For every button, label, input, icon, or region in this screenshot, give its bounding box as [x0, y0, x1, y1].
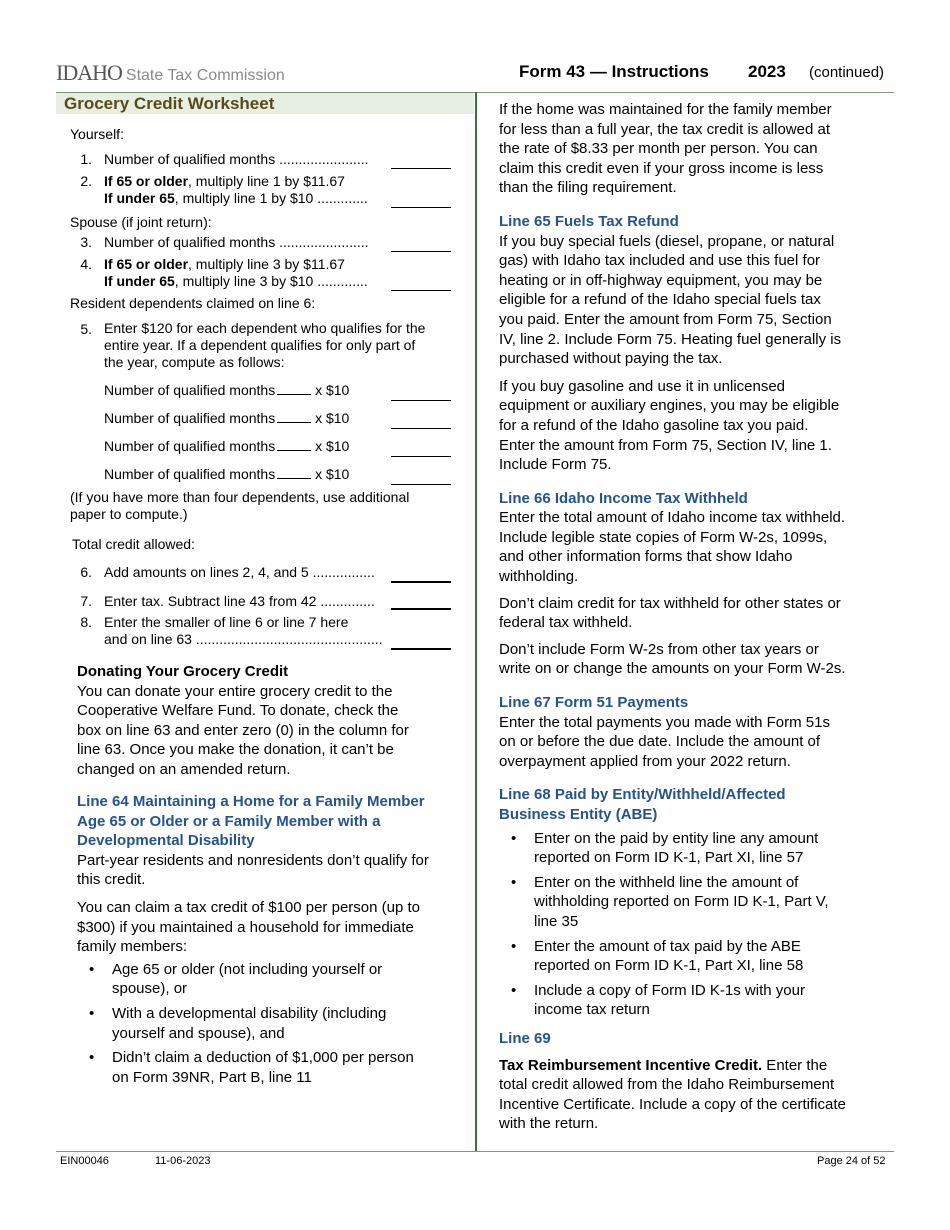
line-64-continued: [499, 100, 894, 198]
line-number: 4.: [80, 256, 92, 272]
text-line: If the home was maintained for the family member: [499, 101, 832, 118]
worksheet-line-6: Add amounts on lines 2, 4, and 5 ................: [104, 564, 375, 580]
worksheet-title: Grocery Credit Worksheet: [64, 94, 275, 113]
text-line: Part-year residents and nonresidents don’t qualify for: [77, 851, 429, 869]
text-line: Enter the amount from Form 75, Section IV, line 1.: [499, 436, 832, 454]
text-line: You can claim a tax credit of $100 per person (up to: [77, 898, 420, 916]
text-line: overpayment applied from your 2022 return.: [499, 752, 791, 770]
line-65-paragraph: [499, 232, 894, 369]
dependent-row: [104, 466, 349, 483]
dependent-label: Number of qualified months: [104, 438, 276, 454]
line-number: 7.: [80, 593, 92, 609]
text-line: on or before the due date. Include the amount of: [499, 733, 821, 751]
text-line: Include Form 75.: [499, 456, 612, 474]
text-line: write on or change the amounts on your Form W-2s.: [499, 660, 846, 678]
line-64-paragraph: [77, 898, 472, 957]
text-line: claim this credit even if your gross income is less: [499, 159, 824, 177]
line-64-bullets: [112, 960, 472, 1088]
more-dependents-note: (If you have more than four dependents, use additional: [70, 489, 410, 505]
bullet-item: [534, 873, 894, 932]
line-68-bullets: [534, 829, 894, 1020]
text-line: Include legible state copies of Form W-2s, 1099s,: [499, 528, 828, 546]
text-line: Don’t claim credit for tax withheld for other states or: [499, 594, 841, 612]
spouse-label: Spouse (if joint return):: [70, 214, 212, 230]
line-66-paragraph: [499, 640, 894, 679]
donating-heading: Donating Your Grocery Credit: [77, 663, 289, 680]
yourself-label: Yourself:: [70, 126, 124, 142]
line-68-heading: [499, 785, 894, 824]
text-line: If you buy gasoline and use it in unlicensed: [499, 377, 786, 395]
footer-divider: [56, 1151, 894, 1152]
line-64-paragraph: [77, 851, 472, 890]
logo-commission-text: State Tax Commission: [125, 67, 285, 84]
bullet-item: [534, 981, 894, 1020]
worksheet-line-5a: Enter $120 for each dependent who qualifies for the: [104, 320, 426, 336]
heading-line: Business Entity (ABE): [499, 806, 658, 823]
text-line: Cooperative Welfare Fund. To donate, check the: [77, 702, 399, 720]
text-line: Enter the total payments you made with Form 51s: [499, 713, 830, 731]
line-text: , multiply line 3 by $10 .............: [174, 273, 368, 289]
line-69-heading: Line 69: [499, 1029, 551, 1047]
dependent-label: Number of qualified months: [104, 382, 276, 398]
heading-line: Line 64 Maintaining a Home for a Family Member: [77, 793, 425, 810]
months-entry-field[interactable]: [277, 477, 311, 479]
line-66-paragraph: [499, 508, 894, 586]
multiplier-label: x $10: [315, 438, 350, 454]
heading-line: Developmental Disability: [77, 832, 255, 850]
entry-field-line-3[interactable]: [391, 251, 451, 252]
text-line: on Form 39NR, Part B, line 11: [112, 1068, 312, 1086]
entry-field-line-1[interactable]: [391, 168, 451, 169]
multiplier-label: x $10: [315, 410, 350, 426]
line-text: , multiply line 1 by $10 .............: [174, 190, 368, 206]
text-line: yourself and spouse), and: [112, 1024, 285, 1042]
footer-page-number: Page 24 of 52: [817, 1155, 886, 1167]
worksheet-line-4b: [104, 273, 368, 290]
line-text: , multiply line 1 by $11.67: [188, 173, 345, 189]
text-line: eligible for a refund of the Idaho special fuels tax: [499, 291, 821, 309]
dependent-entry-field[interactable]: [391, 428, 451, 429]
text-line: heating or in off-highway equipment, you may be: [499, 271, 823, 289]
text-line: with the return.: [499, 1115, 599, 1133]
donating-text: [77, 682, 472, 780]
months-entry-field[interactable]: [277, 449, 311, 451]
footer-date: 11-06-2023: [155, 1155, 211, 1167]
line-number: 8.: [80, 614, 92, 630]
bold-text: If under 65: [104, 190, 175, 206]
form-title: Form 43 — Instructions: [519, 62, 709, 81]
months-entry-field[interactable]: [277, 393, 311, 395]
bold-text: Tax Reimbursement Incentive Credit.: [499, 1056, 763, 1074]
worksheet-line-7: Enter tax. Subtract line 43 from 42 ..............: [104, 593, 375, 609]
line-66-heading: Line 66 Idaho Income Tax Withheld: [499, 489, 748, 507]
line-number: 1.: [80, 151, 92, 167]
idaho-logo: [56, 60, 285, 86]
multiplier-label: x $10: [315, 382, 350, 398]
bullet-item: [112, 1004, 472, 1043]
text-line: income tax return: [534, 1001, 650, 1019]
text-line: • Didn’t claim a deduction of $1,000 per person: [112, 1049, 414, 1067]
more-dependents-note: paper to compute.): [70, 506, 188, 522]
text-line: • Age 65 or older (not including yourself or: [112, 960, 383, 978]
text-line: Incentive Certificate. Include a copy of the certificate: [499, 1095, 846, 1113]
entry-field-line-2[interactable]: [391, 207, 451, 208]
text-line: reported on Form ID K-1, Part XI, line 58: [534, 957, 804, 975]
donating-section: [77, 662, 472, 780]
text-line: Don’t include Form W-2s from other tax years or: [499, 640, 819, 658]
text-line: gas) with Idaho tax included and use this fuel for: [499, 252, 821, 270]
text-line: line 35: [534, 912, 579, 930]
dependent-entry-field[interactable]: [391, 400, 451, 401]
entry-field-line-8[interactable]: [391, 648, 451, 650]
bullet-item: [534, 937, 894, 976]
months-entry-field[interactable]: [277, 421, 311, 423]
worksheet-line-4a: [104, 256, 345, 273]
text-line: • Enter on the withheld line the amount of: [534, 873, 799, 891]
dependent-entry-field[interactable]: [391, 484, 451, 485]
line-text: , multiply line 3 by $11.67: [188, 256, 345, 272]
line-65-heading: Line 65 Fuels Tax Refund: [499, 212, 679, 230]
text-line: family members:: [77, 938, 188, 956]
text-line: spouse), or: [112, 980, 188, 998]
form-year: 2023: [748, 62, 786, 81]
text-line: withholding.: [499, 568, 579, 586]
heading-line: Age 65 or Older or a Family Member with a: [77, 812, 381, 830]
text-line: reported on Form ID K-1, Part XI, line 57: [534, 849, 804, 867]
text-line: withholding reported on Form ID K-1, Part V,: [534, 893, 829, 911]
bold-text: If 65 or older: [104, 256, 189, 272]
dependent-row: [104, 410, 349, 427]
multiplier-label: x $10: [315, 466, 350, 482]
heading-line: Line 68 Paid by Entity/Withheld/Affected: [499, 786, 786, 804]
line-65-paragraph: [499, 377, 894, 475]
text-line: and other information forms that show Idaho: [499, 548, 793, 566]
worksheet-line-3: Number of qualified months .......................: [104, 234, 369, 250]
text-line: than the filing requirement.: [499, 179, 677, 197]
line-69-paragraph: [499, 1056, 894, 1134]
worksheet-line-2a: [104, 173, 345, 190]
text-line: You can donate your entire grocery credit to the: [77, 682, 393, 700]
text-line: • Include a copy of Form ID K-1s with your: [534, 981, 805, 999]
line-67-heading: Line 67 Form 51 Payments: [499, 694, 689, 712]
column-divider: [475, 92, 477, 1152]
bullet-item: [112, 1048, 472, 1087]
entry-field-line-6[interactable]: [391, 581, 451, 583]
text-line: [499, 1056, 894, 1076]
line-64-heading: [77, 792, 472, 851]
text-line: IV, line 2. Include Form 75. Heating fuel generally is: [499, 330, 842, 348]
text-line: If you buy special fuels (diesel, propane, or natural: [499, 232, 835, 250]
worksheet-line-8a: Enter the smaller of line 6 or line 7 here: [104, 614, 349, 630]
line-number: 3.: [80, 234, 92, 250]
worksheet-line-5b: entire year. If a dependent qualifies for only part of: [104, 337, 416, 353]
text-line: for less than a full year, the tax credit is allowed at: [499, 120, 831, 138]
dependents-label: Resident dependents claimed on line 6:: [70, 295, 316, 311]
logo-idaho-text: IDAHO: [56, 60, 122, 85]
line-number: 5.: [80, 321, 92, 337]
dependent-label: Number of qualified months: [104, 466, 276, 482]
line-number: 6.: [80, 564, 92, 580]
text-line: • Enter on the paid by entity line any amount: [534, 829, 819, 847]
bullet-item: [534, 829, 894, 868]
footer-code: EIN00046: [60, 1155, 109, 1167]
text-line: the rate of $8.33 per month per person. You can: [499, 140, 818, 158]
text-line: Enter the total amount of Idaho income tax withheld.: [499, 509, 846, 527]
text-line: changed on an amended return.: [77, 760, 291, 778]
text-line: purchased without paying the tax.: [499, 350, 723, 368]
dependent-label: Number of qualified months: [104, 410, 276, 426]
bold-text: If under 65: [104, 273, 175, 289]
text-line: $300) if you maintained a household for immediate: [77, 918, 414, 936]
line-text: Enter the: [762, 1056, 828, 1074]
worksheet-line-5c: the year, compute as follows:: [104, 354, 285, 370]
text-line: box on line 63 and enter zero (0) in the column for: [77, 721, 409, 739]
text-line: you paid. Enter the amount from Form 75, Section: [499, 310, 832, 328]
bullet-item: [112, 960, 472, 999]
line-number: 2.: [80, 173, 92, 189]
text-line: line 63. Once you make the donation, it can’t be: [77, 741, 394, 759]
bold-text: If 65 or older: [104, 173, 189, 189]
right-column: [499, 100, 894, 1134]
dependent-entry-field[interactable]: [391, 456, 451, 457]
text-line: equipment or auxiliary engines, you may be eligible: [499, 397, 840, 415]
line-64-section: [77, 792, 472, 1092]
line-66-paragraph: [499, 594, 894, 633]
entry-field-line-7[interactable]: [391, 608, 451, 610]
text-line: • With a developmental disability (including: [112, 1004, 387, 1022]
text-line: this credit.: [77, 871, 146, 889]
dependent-row: [104, 382, 349, 399]
dependent-row: [104, 438, 349, 455]
total-credit-label: Total credit allowed:: [72, 536, 195, 552]
text-line: • Enter the amount of tax paid by the ABE: [534, 937, 801, 955]
entry-field-line-4[interactable]: [391, 290, 451, 291]
text-line: for a refund of the Idaho gasoline tax you paid.: [499, 416, 809, 434]
line-67-paragraph: [499, 713, 894, 772]
worksheet-line-2b: [104, 190, 368, 207]
text-line: total credit allowed from the Idaho Reimbursement: [499, 1076, 835, 1094]
worksheet-line-8b: and on line 63 ................................................: [104, 631, 383, 647]
continued-label: (continued): [809, 64, 885, 81]
worksheet-line-1: Number of qualified months .......................: [104, 151, 369, 167]
text-line: federal tax withheld.: [499, 614, 633, 632]
